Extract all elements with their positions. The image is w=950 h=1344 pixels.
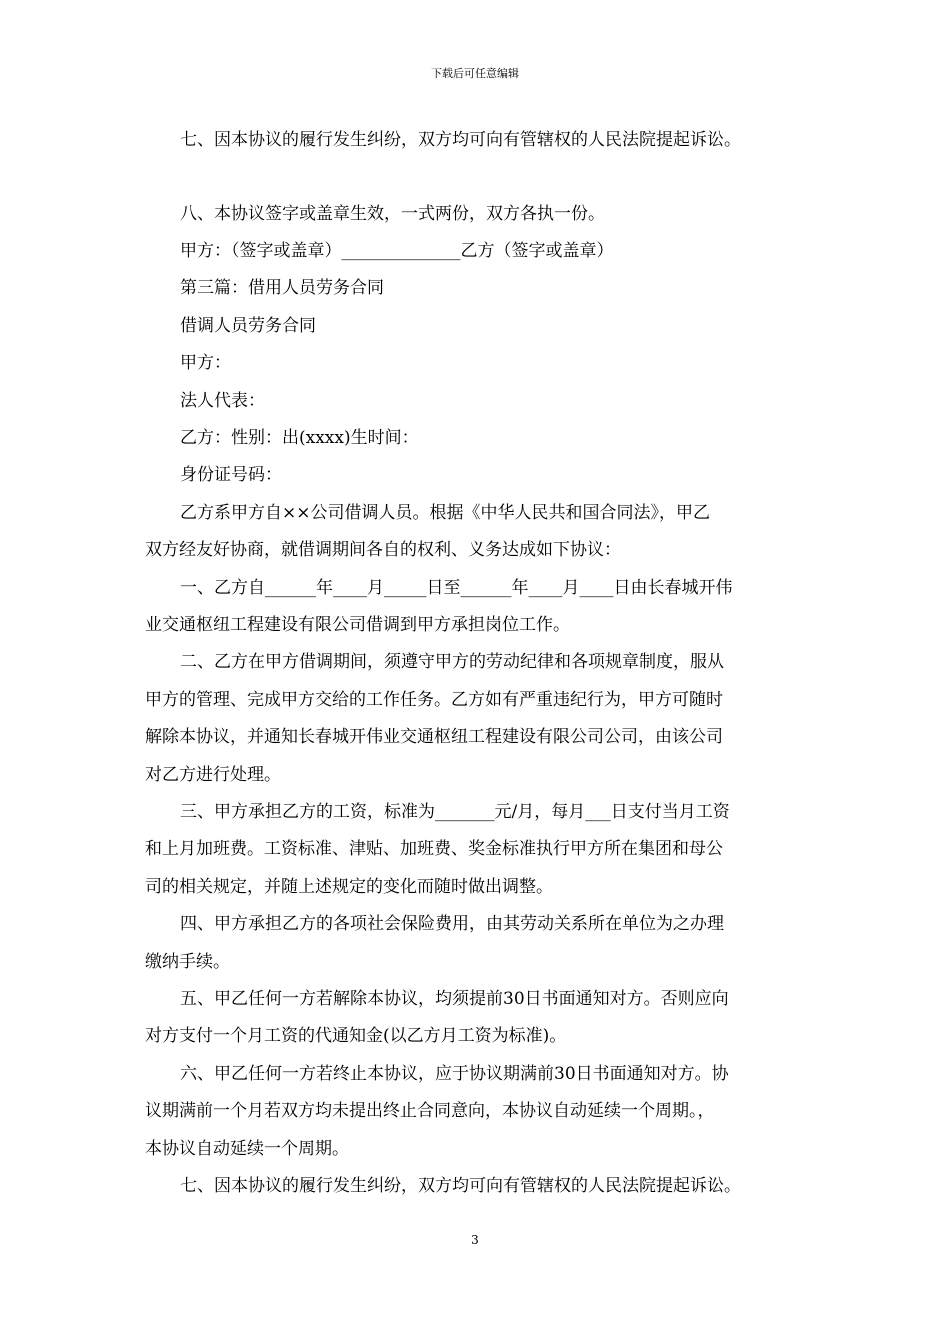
article-4-line-2: 缴纳手续。	[145, 952, 230, 972]
party-a-label: 甲方：	[180, 353, 231, 373]
article-5-line-1: 五、甲乙任何一方若解除本协议，均须提前30日书面通知对方。否则应向	[180, 989, 729, 1009]
article-6-line-3: 本协议自动延续一个周期。	[145, 1139, 349, 1159]
party-b-label: 乙方：性别：出(xxxx)生时间：	[180, 428, 419, 448]
article-2-line-2: 甲方的管理、完成甲方交给的工作任务。乙方如有严重违纪行为，甲方可随时	[145, 690, 723, 710]
article-2-line-3: 解除本协议，并通知长春城开伟业交通枢纽工程建设有限公司公司，由该公司	[145, 727, 723, 747]
contract-title: 借调人员劳务合同	[180, 316, 316, 336]
article-2-line-1: 二、乙方在甲方借调期间，须遵守甲方的劳动纪律和各项规章制度，服从	[180, 652, 724, 672]
article-4-line-1: 四、甲方承担乙方的各项社会保险费用，由其劳动关系所在单位为之办理	[180, 914, 724, 934]
article-6-line-1: 六、甲乙任何一方若终止本协议，应于协议期满前30日书面通知对方。协	[180, 1064, 729, 1084]
section-title: 第三篇：借用人员劳务合同	[180, 278, 384, 298]
article-6-line-2: 议期满前一个月若双方均未提出终止合同意向，本协议自动延续一个周期。，	[145, 1101, 715, 1121]
article-3-line-1: 三、甲方承担乙方的工资，标准为_______元/月，每月___日支付当月工资	[180, 802, 730, 822]
article-5-line-2: 对方支付一个月工资的代通知金(以乙方月工资为标准)。	[145, 1026, 567, 1046]
article-3-line-3: 司的相关规定，并随上述规定的变化而随时做出调整。	[145, 877, 553, 897]
signature-line: 甲方：（签字或盖章）______________乙方（签字或盖章）	[180, 241, 614, 261]
page-header: 下载后可任意编辑	[431, 67, 519, 80]
article-2-line-4: 对乙方进行处理。	[145, 765, 281, 785]
article-1-line-1: 一、乙方自______年____月_____日至______年____月____日由长春城开伟	[180, 578, 733, 598]
legal-rep-label: 法人代表：	[180, 391, 265, 411]
intro-paragraph-line-1: 乙方系甲方自××公司借调人员。根据《中华人民共和国合同法》，甲乙	[180, 503, 710, 523]
clause-8: 八、本协议签字或盖章生效，一式两份，双方各执一份。	[180, 204, 605, 224]
article-1-line-2: 业交通枢纽工程建设有限公司借调到甲方承担岗位工作。	[145, 615, 570, 635]
intro-paragraph-line-2: 双方经友好协商，就借调期间各自的权利、义务达成如下协议：	[145, 540, 621, 560]
page-number: 3	[471, 1233, 479, 1247]
article-3-line-2: 和上月加班费。工资标准、津贴、加班费、奖金标准执行甲方所在集团和母公	[145, 839, 723, 859]
article-7-line-1: 七、因本协议的履行发生纠纷，双方均可向有管辖权的人民法院提起诉讼。	[180, 1176, 741, 1196]
id-number-label: 身份证号码：	[180, 465, 282, 485]
clause-7-top: 七、因本协议的履行发生纠纷，双方均可向有管辖权的人民法院提起诉讼。	[180, 130, 741, 150]
